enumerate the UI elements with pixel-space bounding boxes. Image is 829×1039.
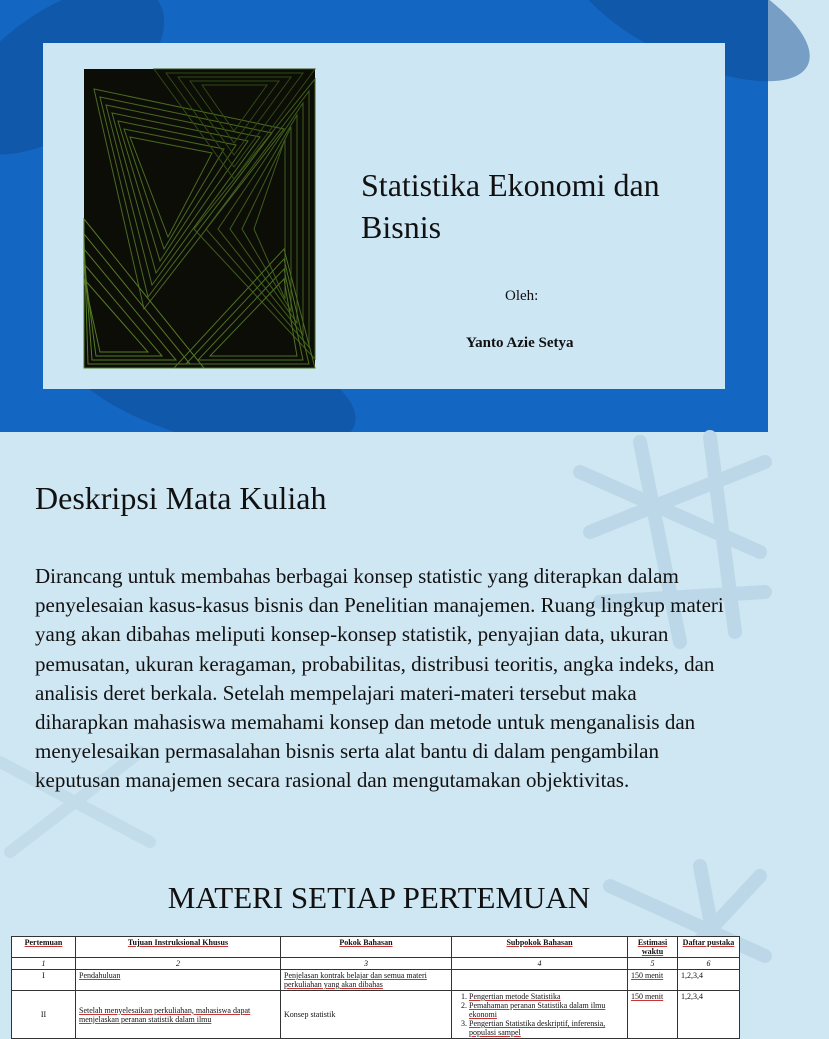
references-cell: 1,2,3,4 <box>678 991 740 1039</box>
author-name: Yanto Azie Setya <box>466 335 574 351</box>
subtopic-cell <box>452 970 628 991</box>
column-number: 4 <box>452 958 628 970</box>
column-number: 5 <box>628 958 678 970</box>
topic-cell: Konsep statistik <box>281 991 452 1039</box>
column-number: 3 <box>281 958 452 970</box>
objective-cell: Pendahuluan <box>76 970 281 991</box>
section-heading: MATERI SETIAP PERTEMUAN <box>167 880 591 915</box>
description-slide <box>0 432 768 864</box>
section-heading: Deskripsi Mata Kuliah <box>35 480 327 516</box>
column-number: 6 <box>678 958 740 970</box>
column-header: Tujuan Instruksional Khusus <box>76 937 281 958</box>
column-header: Pertemuan <box>12 937 76 958</box>
column-header: Pokok Bahasan <box>281 937 452 958</box>
time-cell: 150 menit <box>628 991 678 1039</box>
column-header: Subpokok Bahasan <box>452 937 628 958</box>
by-label: Oleh: <box>505 288 539 304</box>
table-row <box>12 970 740 991</box>
book-cover-image <box>84 69 315 368</box>
objective-cell: Setelah menyelesaikan perkuliahan, mahasiswa dapat menjelaskan peranan statistik dalam ilmu <box>76 991 281 1039</box>
subtopic-item: 2. Pemahaman peranan Statistika dalam ilmu ekonomi <box>469 1001 624 1019</box>
meeting-cell: II <box>12 991 76 1039</box>
table-header-row <box>12 937 740 958</box>
time-cell: 150 menit <box>628 970 678 991</box>
subtopic-item: 3. Pengertian Statistika deskriptif, inferensia, populasi sampel <box>469 1019 624 1037</box>
subtopic-item: 1. Pengertian metode Statistika <box>469 992 624 1001</box>
presentation-title: Statistika Ekonomi dan Bisnis <box>361 167 660 245</box>
schedule-table <box>11 936 740 1039</box>
table-row <box>12 991 740 1039</box>
references-cell: 1,2,3,4 <box>678 970 740 991</box>
meeting-cell: I <box>12 970 76 991</box>
column-number: 2 <box>76 958 281 970</box>
cover-slide <box>0 0 768 432</box>
subtopic-cell <box>452 991 628 1039</box>
column-number-row <box>12 958 740 970</box>
column-header: Daftar pustaka <box>678 937 740 958</box>
column-header: Estimasi waktu <box>628 937 678 958</box>
column-number: 1 <box>12 958 76 970</box>
topic-cell: Penjelasan kontrak belajar dan semua materi perkuliahan yang akan dibahas <box>281 970 452 991</box>
course-description: Dirancang untuk membahas berbagai konsep statistic yang diterapkan dalam penyelesaian kasus-kasus bisnis dan Penelitian manajemen. Ruang lingkup materi yang akan dibahas meliputi konsep-konsep statistik, penyajian data, ukuran pemusatan, ukuran keragaman, probabilitas, distribusi teoritis, angka indeks, dan analisis deret berkala. Setelah mempelajari materi-materi tersebut maka diharapkan mahasiswa memahami konsep dan metode untuk menganalisis dan menyelesaikan permasalahan bisnis serta alat bantu di dalam pengambilan keputusan manajemen secara rasional dan mengutamakan objektivitas. <box>35 564 724 793</box>
materials-slide <box>0 866 768 1037</box>
geometric-pattern-graphic <box>84 69 315 368</box>
